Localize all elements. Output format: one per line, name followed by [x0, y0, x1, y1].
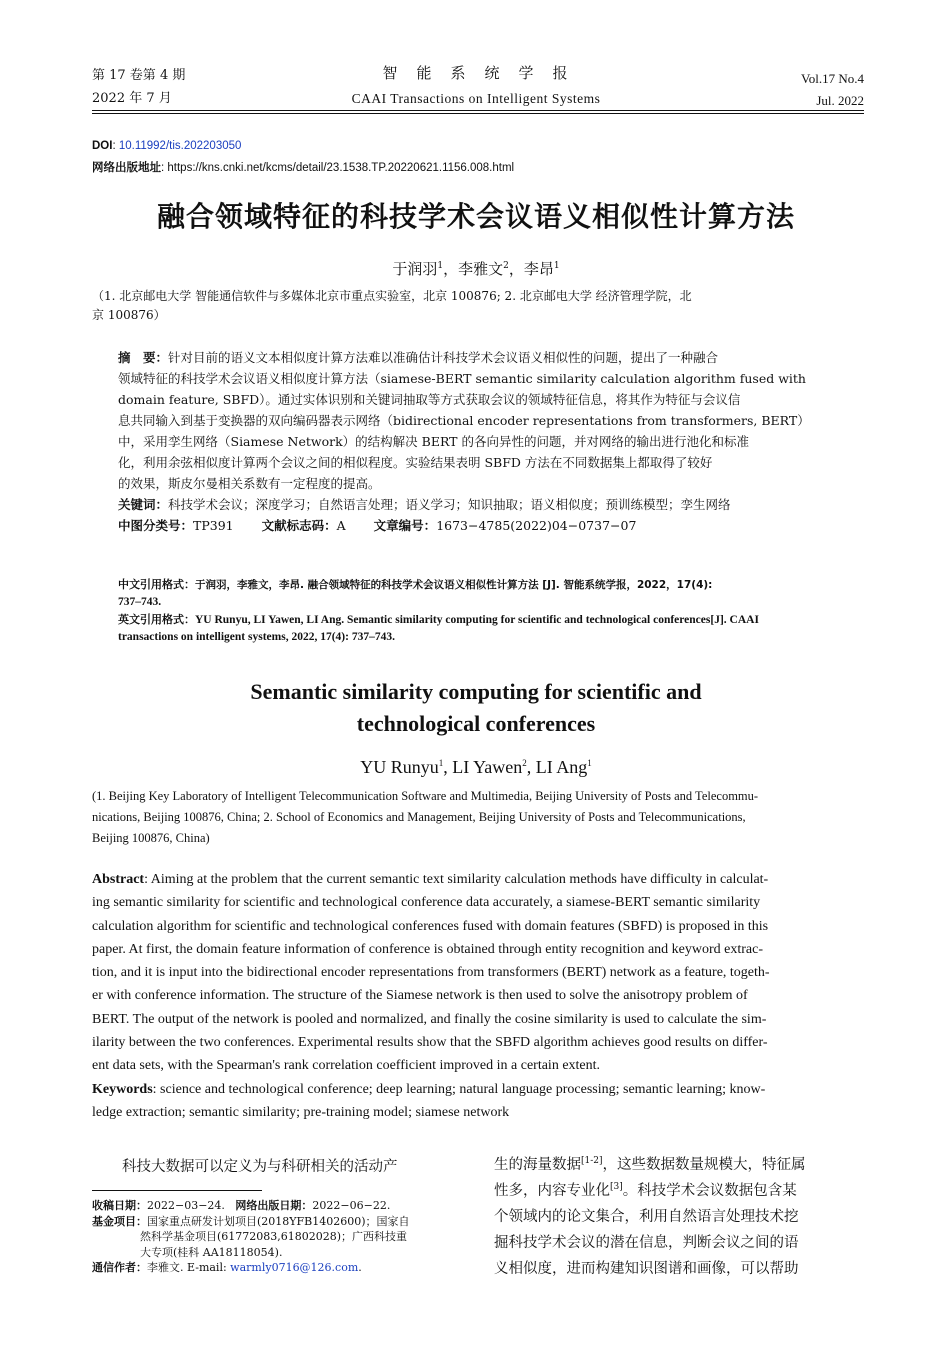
author-sep: , — [526, 757, 536, 777]
doc-code-label: 文献标志码： — [261, 518, 337, 533]
journal-name-cn: 智 能 系 统 学 报 — [382, 64, 570, 82]
author-affil-sup: 1 — [438, 758, 444, 768]
received-label: 收稿日期： — [92, 1199, 147, 1212]
doi-line: DOI: 10.11992/tis.202203050 — [92, 140, 242, 152]
author-sep: ， — [508, 260, 524, 278]
author-sep: ， — [443, 260, 459, 278]
abstract-en-line: calculation algorithm for scientific and technological conferences fused with domain features (SBFD) is proposed in this — [92, 918, 769, 934]
abstract-cn-line: 中，采用孪生网络（Siamese Network）的结构解决 BERT 的各向异性的问题，并对网络的输出进行池化和标准 — [118, 434, 749, 449]
citation-ref[interactable]: [3] — [610, 1182, 623, 1193]
citation-en-label: 英文引用格式： — [118, 613, 195, 626]
footnote-rule — [92, 1190, 262, 1191]
fund-text-cont: 大专项(桂科 AA18118054). — [140, 1245, 283, 1259]
author-affil-sup: 1 — [587, 758, 592, 768]
author-name-en: YU Runyu — [360, 757, 439, 777]
citation-cn-cont: 737–743. — [118, 596, 162, 608]
online-url[interactable]: https://kns.cnki.net/kcms/detail/23.1538.TP.20220621.1156.008.html — [167, 162, 515, 174]
article-no: 1673−4785(2022)04−0737−07 — [436, 518, 637, 533]
online-date: 2022−06−22. — [312, 1199, 391, 1212]
abstract-en-label: Abstract — [92, 872, 145, 887]
body-text: 性多，内容专业化 — [494, 1183, 610, 1199]
volume-issue-en: Vol.17 No.4 — [801, 71, 864, 86]
footnote — [92, 1198, 472, 1276]
author-name: 李昂 — [523, 260, 554, 278]
author-sep: , — [443, 757, 453, 777]
abstract-cn — [118, 347, 838, 536]
affiliation-en-line: nications, Beijing 100876, China; 2. School of Economics and Management, Beijing University of Posts and Telecommunications, — [92, 810, 746, 824]
affiliation-cn — [92, 287, 864, 325]
abstract-cn-line: domain feature, SBFD）。通过实体识别和关键词抽取等方式获取会议的领域特征信息，将其作为特征与会议信 — [118, 392, 741, 407]
paper-title-en — [0, 676, 952, 740]
body-text: 掘科技学术会议的潜在信息，判断会议之间的语 — [494, 1235, 799, 1251]
received-date: 2022−03−24. — [147, 1199, 225, 1212]
paper-title-en-line: technological conferences — [356, 711, 596, 736]
doi-label: DOI — [92, 140, 113, 152]
body-text: ，这些数据数量规模大，特征属 — [602, 1157, 806, 1173]
keywords-en-label: Keywords — [92, 1081, 153, 1097]
abstract-en-line: paper. At first, the domain feature information of conference is obtained through entity recognition and keyword extrac- — [92, 941, 763, 957]
affiliation-cn-line: （1. 北京邮电大学 智能通信软件与多媒体北京市重点实验室，北京 100876; 2. 北京邮电大学 经济管理学院，北 — [92, 289, 692, 303]
affiliation-en-line: Beijing 100876, China) — [92, 831, 210, 845]
clc-number: TP391 — [193, 518, 234, 533]
body-text: 生的海量数据 — [494, 1157, 581, 1173]
clc-label: 中图分类号： — [118, 518, 194, 533]
body-text: 义相似度，进而构建知识图谱和画像，可以帮助 — [494, 1261, 799, 1277]
corresponding-author: 李雅文. E-mail: — [147, 1261, 231, 1274]
email-end: . — [358, 1261, 362, 1274]
issue-date-en: Jul. 2022 — [816, 93, 864, 108]
fund-label: 基金项目： — [92, 1214, 147, 1228]
abstract-cn-line: 领域特征的科技学术会议语义相似度计算方法（siamese-BERT semantic similarity calculation algorithm fused with — [118, 371, 806, 386]
author-affil-sup: 1 — [553, 261, 560, 271]
body-text: 。科技学术会议数据包含某 — [622, 1183, 797, 1199]
fund-text-cont: 然科学基金项目(61772083,61802028)；广西科技重 — [140, 1230, 408, 1243]
author-affil-sup: 2 — [503, 261, 509, 271]
abstract-en-line: ing semantic similarity for scientific and technological conference data accurately, a siamese-BERT semantic similarity — [92, 895, 761, 911]
volume-issue: 第 17 卷第 4 期 — [92, 68, 186, 83]
online-url-label: 网络出版地址 — [92, 162, 161, 174]
doc-code: A — [336, 518, 346, 533]
citation-en: YU Runyu, LI Yawen, LI Ang. Semantic similarity computing for scientific and technological conferences[J]. CAAI — [195, 614, 759, 626]
abstract-cn-line: 息共同输入到基于变换器的双向编码器表示网络（bidirectional encoder representations from transformers, BERT） — [118, 413, 810, 428]
author-name-en: LI Yawen — [452, 757, 523, 777]
abstract-en-line: er with conference information. The structure of the Siamese network is then used to solve the anisotropy problem of — [92, 988, 748, 1004]
abstract-en-line: ilarity between the two conferences. Experimental results show that the SBFD algorithm achieves good results on differ- — [92, 1035, 768, 1051]
email-link[interactable]: warmly0716@126.com — [230, 1261, 359, 1274]
author-affil-sup: 2 — [522, 758, 527, 768]
citation-cn: 于润羽，李雅文，李昂. 融合领域特征的科技学术会议语义相似性计算方法 [J]. 智能系统学报，2022，17(4): — [195, 579, 713, 591]
paper-title-en-line: Semantic similarity computing for scientific and — [250, 679, 702, 704]
article-no-label: 文章编号： — [373, 518, 437, 533]
citation-en-cont: transactions on intelligent systems, 2022, 17(4): 737–743. — [118, 631, 395, 643]
affiliation-en-line: (1. Beijing Key Laboratory of Intelligent Telecommunication Software and Multimedia, Beijing University of Posts and Telecommu- — [92, 789, 759, 803]
issue-date-cn: 2022 年 7 月 — [92, 91, 172, 106]
authors-en — [0, 755, 952, 779]
keywords-en-cont: ledge extraction; semantic similarity; pre-training model; siamese network — [92, 1104, 510, 1120]
abstract-cn-label: 摘 要： — [118, 350, 169, 365]
header-rule-bottom — [92, 113, 864, 114]
header-rule-top — [92, 110, 864, 111]
paper-title-cn: 融合领域特征的科技学术会议语义相似性计算方法 — [156, 200, 795, 233]
online-date-label: 网络出版日期： — [235, 1199, 313, 1212]
citation-cn-label: 中文引用格式： — [118, 578, 195, 591]
keywords-cn-label: 关键词： — [118, 497, 169, 512]
affiliation-cn-line: 京 100876） — [92, 308, 166, 322]
corresponding-author-label: 通信作者： — [92, 1261, 147, 1274]
body-left-column — [92, 1154, 472, 1180]
journal-name-en: CAAI Transactions on Intelligent Systems — [351, 91, 601, 106]
keywords-en: : science and technological conference; deep learning; natural language processing; semantic learning; know- — [152, 1081, 766, 1097]
abstract-en — [92, 868, 864, 1124]
abstract-en-line: ent data sets, with the Spearman's rank correlation coefficient improved in a certain extent. — [92, 1058, 601, 1074]
abstract-cn-line: 的效果，斯皮尔曼相关系数有一定程度的提高。 — [118, 476, 381, 491]
author-name: 李雅文 — [458, 260, 504, 278]
author-name-en: LI Ang — [535, 757, 588, 777]
author-name: 于润羽 — [392, 260, 438, 278]
abstract-en-line: BERT. The output of the network is pooled and normalized, and finally the cosine similarity is used to calculate the sim- — [92, 1011, 767, 1027]
affiliation-en — [92, 786, 864, 849]
author-affil-sup: 1 — [437, 261, 444, 271]
abstract-cn-line: 针对目前的语义文本相似度计算方法难以准确估计科技学术会议语义相似性的问题，提出了一种融合 — [168, 350, 719, 365]
abstract-en-line: : Aiming at the problem that the current semantic text similarity calculation methods have difficulty in calculat- — [144, 872, 769, 887]
citation-ref[interactable]: [1-2] — [581, 1156, 603, 1167]
doi-link[interactable]: 10.11992/tis.202203050 — [118, 140, 242, 152]
online-url-line: 网络出版地址: https://kns.cnki.net/kcms/detail/23.1538.TP.20220621.1156.008.html — [92, 162, 515, 174]
body-right-column — [494, 1152, 864, 1282]
abstract-en-line: tion, and it is input into the bidirectional encoder representations from transformers (BERT) network as a feature, togeth- — [92, 965, 770, 981]
fund-text: 国家重点研发计划项目(2018YFB1402600)；国家自 — [147, 1214, 410, 1228]
abstract-cn-line: 化，利用余弦相似度计算两个会议之间的相似程度。实验结果表明 SBFD 方法在不同数据集上都取得了较好 — [118, 455, 713, 470]
citation-block — [118, 576, 843, 646]
body-text: 个领域内的论文集合，利用自然语言处理技术挖 — [494, 1209, 799, 1225]
keywords-cn: 科技学术会议；深度学习；自然语言处理；语义学习；知识抽取；语义相似度；预训练模型；孪生网络 — [168, 497, 731, 512]
body-paragraph-line: 科技大数据可以定义为与科研相关的活动产 — [122, 1159, 398, 1175]
authors-cn — [0, 258, 952, 280]
